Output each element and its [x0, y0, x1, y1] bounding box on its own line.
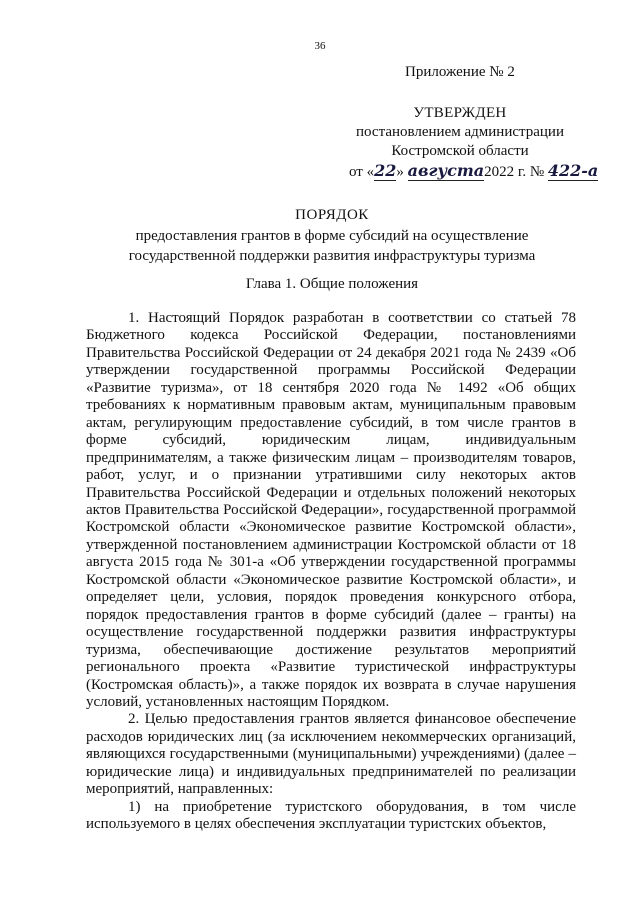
paragraph-3: 1) на приобретение туристского оборудования, в том числе используемого в целях обеспечения эксплуатации туристских объектов, — [86, 798, 576, 833]
document-title: ПОРЯДОК — [295, 207, 369, 223]
handwritten-number: 422-а — [547, 161, 599, 180]
approval-block — [349, 104, 599, 182]
date-year: 2022 г. № — [484, 164, 548, 180]
approval-date-line — [349, 161, 599, 182]
date-mid: » — [396, 164, 408, 180]
chapter-heading: Глава 1. Общие положения — [245, 276, 419, 292]
approval-line-2: Костромской области — [391, 143, 529, 159]
document-body — [86, 310, 576, 834]
paragraph-2: 2. Целью предоставления грантов является финансовое обеспечение расходов юридических лиц (за исключением некоммерческих организаций, являющихся государственными (муниципальными) учреждениями) (далее – юридические лица) и индивидуальных предпринимателей по реализации мероприятий, направленных: — [86, 711, 576, 798]
handwritten-month: августа — [407, 161, 485, 180]
date-prefix: от « — [349, 164, 375, 180]
paragraph-1: 1. Настоящий Порядок разработан в соответствии со статьей 78 Бюджетного кодекса Российской Федерации, постановлениями Правительства Российской Федерации от 24 декабря 2021 года № 2439 «Об утверждении государственной программы Российской Федерации «Развитие туризма», от 18 сентября 2020 года № 1492 «Об общих требованиях к нормативным правовым актам, муниципальным правовым актам, регулирующим предоставление субсидий, в том числе грантов в форме субсидий, юридическим лицам, индивидуальным предпринимателям, а также физическим лицам – производителям товаров, работ, услуг, и о признании утратившими силу некоторых актов Правительства Российской Федерации и отдельных положений некоторых актов Правительства Российской Федерации», государственной программой Костромской области «Экономическое развитие Костромской области», утвержденной постановлением администрации Костромской области от 18 августа 2015 года № 301-а «Об утверждении государственной программы Костромской области «Экономическое развитие Костромской области», и определяет цели, условия, порядок проведения конкурсного отбора, порядок предоставления грантов в форме субсидий (далее – гранты) на осуществление государственной поддержки развития инфраструктуры туризма, обеспечивающие достижение результатов мероприятий регионального проекта «Развитие туристической инфраструктуры (Костромская область)», а также порядок их возврата в случае нарушения условий, установленных настоящим Порядком. — [86, 310, 576, 710]
handwritten-day: 22 — [374, 161, 397, 180]
appendix-label: Приложение № 2 — [405, 64, 515, 80]
page-number: 36 — [314, 40, 326, 52]
document-subtitle: предоставления грантов в форме субсидий на осуществление государственной поддержки развития инфраструктуры туризма — [128, 228, 536, 264]
approval-title: УТВЕРЖДЕН — [413, 105, 507, 121]
approval-line-1: постановлением администрации — [356, 124, 564, 140]
